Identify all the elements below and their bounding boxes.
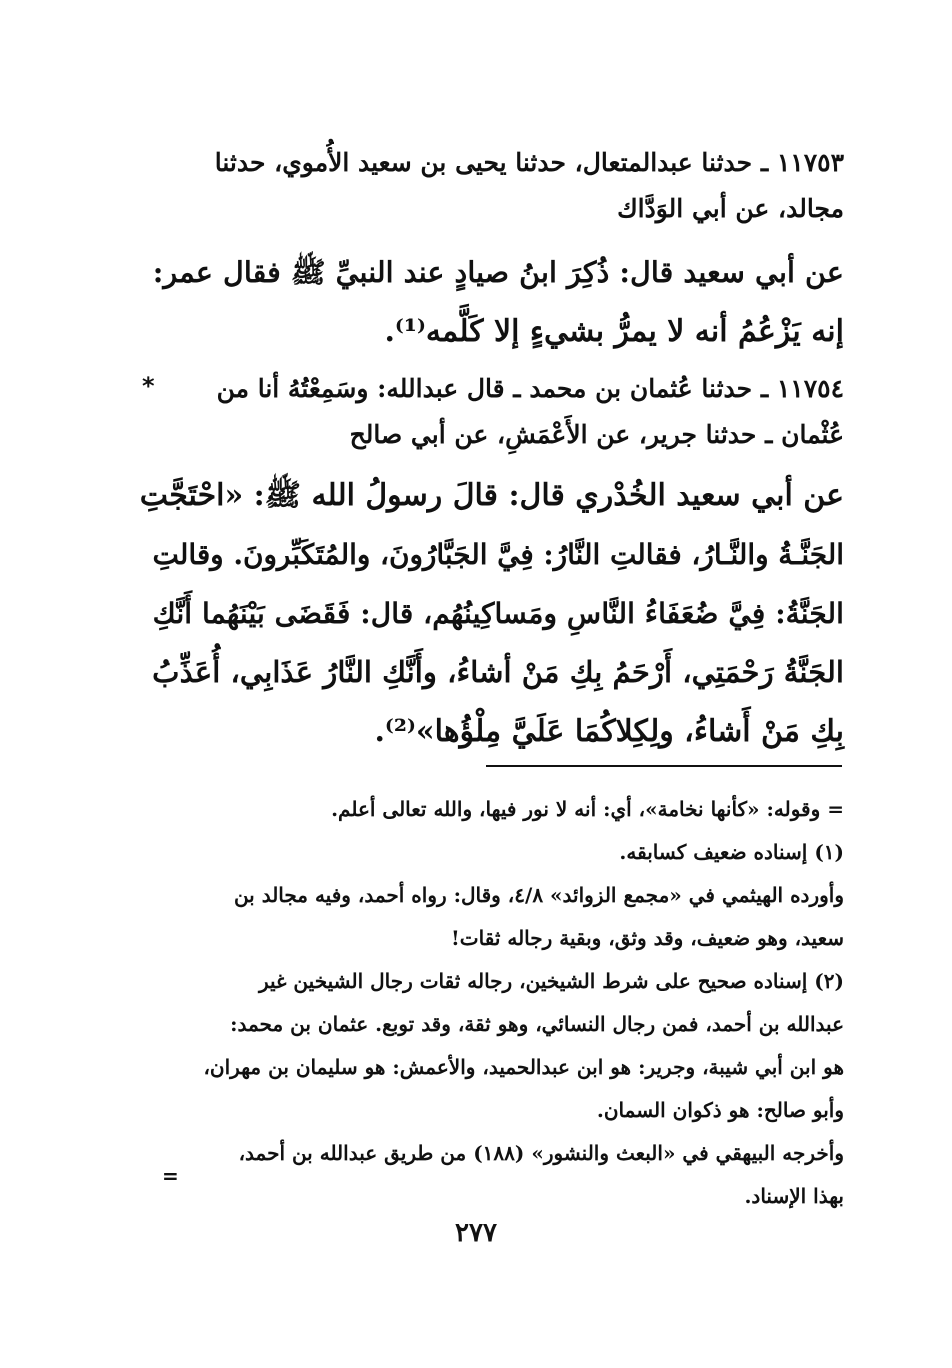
text-line: مجالد، عن أبي الوَدَّاك — [617, 194, 844, 223]
hadith-1753-matn — [138, 243, 844, 361]
footnote-separator — [486, 765, 842, 767]
footnote-line: عبدالله بن أحمد، فمن رجال النسائي، وهو ثقة، وقد توبع. عثمان بن محمد: — [230, 1012, 844, 1036]
footnote-line: وأخرجه البيهقي في «البعث والنشور» (١٨٨) من طريق عبدالله بن أحمد، — [238, 1141, 844, 1165]
isnad-first-line: ١١٧٥٤ ـ حدثنا عُثمان بن محمد ـ قال عبدالله: وسَمِعْتُهُ أنا من — [216, 374, 844, 403]
footnote-line: (٢) إسناده صحيح على شرط الشيخين، رجاله ثقات رجال الشيخين غير — [258, 969, 844, 993]
text-line: الجَنَّةُ: فِيَّ ضُعَفَاءُ النَّاسِ ومَساكِينُهُم، قال: فَقَضَى بَيْنَهُما أَنَّكِ — [152, 596, 844, 630]
footnote-line: سعيد، وهو ضعيف، وقد وثق، وبقية رجاله ثقات! — [451, 926, 844, 950]
text-line — [138, 366, 844, 412]
hadith-1754-matn — [138, 466, 844, 761]
footnote-line: = وقوله: «كأنها نخامة»، أي: أنه لا نور فيها، والله تعالى أعلم. — [331, 797, 844, 821]
text-line: إنه يَزْعُمُ أنه لا يمرُّ بشيءٍ إلا كَلَّمه⁽¹⁾. — [384, 314, 844, 349]
footnote-line: هو ابن أبي شيبة، وجرير: هو ابن عبدالحميد، والأعمش: هو سليمان بن مهران، — [203, 1055, 844, 1079]
hadith-1754-isnad — [138, 366, 844, 458]
text-line: عن أبي سعيد قال: ذُكِرَ ابنُ صيادٍ عند النبيِّ ﷺ فقال عمر: — [152, 255, 844, 289]
text-line: عن أبي سعيد الخُدْري قال: قالَ رسولُ الله ﷺ: «احْتَجَّتِ — [139, 478, 844, 513]
star-marker: * — [142, 372, 155, 400]
footnote-line: بهذا الإسناد. — [744, 1184, 844, 1208]
text-line: الجَنَّةُ رَحْمَتِي، أَرْحَمُ بِكِ مَنْ أشاءُ، وأَنَّكِ النَّارُ عَذَابِي، أُعَذِّبُ — [152, 655, 844, 689]
footnote-line: (١) إسناده ضعيف كسابقه. — [619, 840, 844, 864]
text-line: الجَنَّـةُ والنَّـارُ، فقالتِ النَّارُ: فِيَّ الجَبَّارُونَ، والمُتَكَبِّرونَ. وقالتِ — [152, 538, 844, 571]
footnote-line: وأبو صالح: هو ذكوان السمان. — [596, 1098, 844, 1122]
text-line: عُثْمان ـ حدثنا جرير، عن الأَعْمَشِ، عن أبي صالح — [349, 420, 844, 449]
hadith-1753-isnad — [138, 140, 844, 232]
continuation-mark: = — [162, 1164, 179, 1188]
footnotes — [138, 788, 844, 1218]
text-line: ١١٧٥٣ ـ حدثنا عبدالمتعال، حدثنا يحيى بن سعيد الأُموي، حدثنا — [214, 148, 844, 177]
footnote-line: وأورده الهيثمي في «مجمع الزوائد» ٤/٨، وقال: رواه أحمد، وفيه مجالد بن — [233, 883, 844, 907]
page-number: ٢٧٧ — [455, 1218, 497, 1248]
text-line: بِكِ مَنْ أَشاءُ، ولِكِلاكُمَا عَلَيَّ مِلْؤُها»⁽²⁾. — [374, 714, 844, 749]
